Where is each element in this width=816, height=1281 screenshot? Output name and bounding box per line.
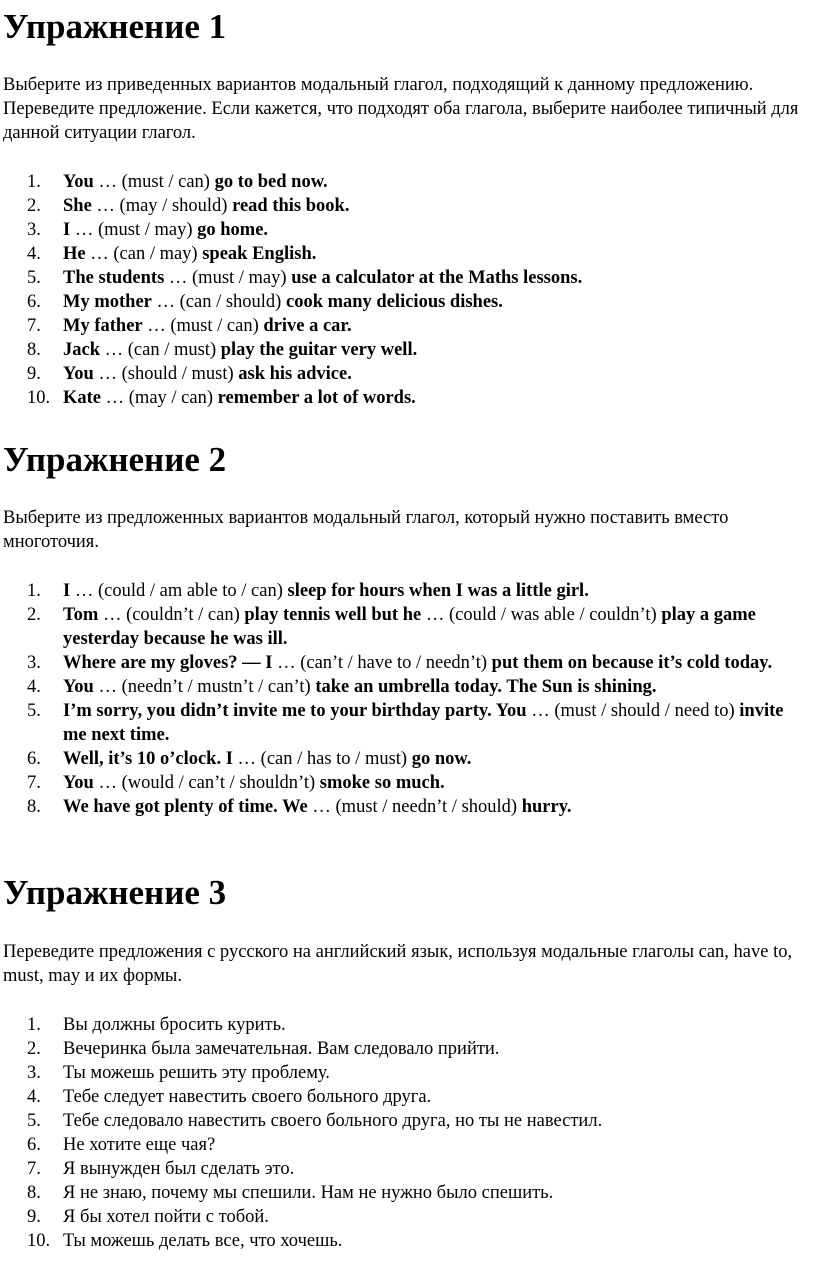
plain-text: … (must / may) xyxy=(164,268,292,288)
list-item-number: 9. xyxy=(27,364,41,384)
list-item xyxy=(3,579,811,603)
exercise-3-list xyxy=(3,1013,811,1253)
bold-text: I xyxy=(63,581,71,601)
plain-text: … (couldn’t / can) xyxy=(98,605,245,625)
list-item xyxy=(3,699,811,747)
plain-text: … (can / may) xyxy=(85,244,203,264)
list-item xyxy=(3,1229,811,1253)
exercise-1-title: Упражнение 1 xyxy=(3,7,227,46)
exercise-3-title: Упражнение 3 xyxy=(3,873,227,912)
plain-text: … (may / can) xyxy=(101,388,218,408)
list-item xyxy=(3,242,811,266)
list-item xyxy=(3,1013,811,1037)
list-item-number: 5. xyxy=(27,1111,41,1131)
list-item-number: 10. xyxy=(27,1231,51,1251)
plain-text: … (can / has to / must) xyxy=(232,749,412,769)
plain-text: … (must / can) xyxy=(142,316,264,336)
bold-text: drive a car. xyxy=(263,316,352,336)
list-item-number: 6. xyxy=(27,1135,41,1155)
bold-text: Kate xyxy=(63,388,102,408)
list-item-number: 2. xyxy=(27,605,41,625)
bold-text: I xyxy=(63,220,71,240)
list-item-number: 1. xyxy=(27,581,41,601)
plain-text: … (can’t / have to / needn’t) xyxy=(272,653,492,673)
list-item-number: 10. xyxy=(27,388,51,408)
bold-text: He xyxy=(63,244,86,264)
plain-text: … (may / should) xyxy=(91,196,233,216)
plain-text: Вечеринка была замечательная. Вам следовало прийти. xyxy=(63,1039,500,1059)
list-item xyxy=(3,338,811,362)
list-item xyxy=(3,1157,811,1181)
plain-text: … (could / am able to / can) xyxy=(70,581,288,601)
list-item-number: 1. xyxy=(27,172,41,192)
bold-text: Where are my gloves? — I xyxy=(63,653,273,673)
bold-text: play tennis well but he xyxy=(244,605,422,625)
list-item-number: 2. xyxy=(27,196,41,216)
bold-text: invite me next time. xyxy=(63,701,784,745)
bold-text: smoke so much. xyxy=(319,773,445,793)
list-item xyxy=(3,314,811,338)
bold-text: Jack xyxy=(63,340,100,360)
bold-text: ask his advice. xyxy=(238,364,352,384)
plain-text: … (can / should) xyxy=(151,292,286,312)
list-item-number: 7. xyxy=(27,1159,41,1179)
list-item xyxy=(3,651,811,675)
bold-text: take an umbrella today. The Sun is shining. xyxy=(315,677,657,697)
bold-text: You xyxy=(63,172,94,192)
list-item xyxy=(3,1085,811,1109)
list-item-number: 3. xyxy=(27,1063,41,1083)
bold-text: The students xyxy=(63,268,165,288)
bold-text: You xyxy=(63,773,94,793)
list-item xyxy=(3,771,811,795)
bold-text: put them on because it’s cold today. xyxy=(491,653,773,673)
list-item xyxy=(3,1181,811,1205)
list-item xyxy=(3,1037,811,1061)
list-item-number: 8. xyxy=(27,1183,41,1203)
plain-text: … (must / can) xyxy=(93,172,215,192)
exercise-1-instructions: Выберите из приведенных вариантов модальный глагол, подходящий к данному предложению. Переведите предложение. Если кажется, что подходят оба глагола, выберите наиболее типичный для данной ситуации глагол. xyxy=(3,75,799,143)
bold-text: Tom xyxy=(63,605,99,625)
list-item-number: 5. xyxy=(27,701,41,721)
exercise-2-instructions: Выберите из предложенных вариантов модальный глагол, который нужно поставить вместо многоточия. xyxy=(3,508,729,552)
plain-text: Не хотите еще чая? xyxy=(63,1135,216,1155)
bold-text: use a calculator at the Maths lessons. xyxy=(291,268,583,288)
plain-text: … (must / should / need to) xyxy=(526,701,740,721)
list-item xyxy=(3,603,811,651)
bold-text: remember a lot of words. xyxy=(217,388,416,408)
list-item-number: 9. xyxy=(27,1207,41,1227)
list-item-number: 6. xyxy=(27,749,41,769)
list-item xyxy=(3,386,811,410)
plain-text: … (could / was able / couldn’t) xyxy=(421,605,662,625)
list-item-number: 6. xyxy=(27,292,41,312)
plain-text: Ты можешь решить эту проблему. xyxy=(63,1063,330,1083)
plain-text: Я бы хотел пойти с тобой. xyxy=(63,1207,269,1227)
list-item-number: 8. xyxy=(27,797,41,817)
list-item-number: 1. xyxy=(27,1015,41,1035)
bold-text: cook many delicious dishes. xyxy=(285,292,503,312)
list-item-number: 2. xyxy=(27,1039,41,1059)
bold-text: speak English. xyxy=(202,244,317,264)
list-item xyxy=(3,1133,811,1157)
bold-text: I’m sorry, you didn’t invite me to your birthday party. You xyxy=(63,701,527,721)
list-item-number: 3. xyxy=(27,653,41,673)
plain-text: … (needn’t / mustn’t / can’t) xyxy=(93,677,316,697)
list-item-number: 3. xyxy=(27,220,41,240)
bold-text: My mother xyxy=(63,292,152,312)
bold-text: She xyxy=(63,196,92,216)
list-item xyxy=(3,266,811,290)
list-item-number: 4. xyxy=(27,244,41,264)
plain-text: Тебе следует навестить своего больного друга. xyxy=(63,1087,432,1107)
bold-text: go home. xyxy=(197,220,269,240)
exercise-2-title: Упражнение 2 xyxy=(3,440,227,479)
list-item-number: 4. xyxy=(27,1087,41,1107)
list-item-number: 7. xyxy=(27,316,41,336)
plain-text: Ты можешь делать все, что хочешь. xyxy=(63,1231,343,1251)
list-item xyxy=(3,1061,811,1085)
plain-text: … (would / can’t / shouldn’t) xyxy=(93,773,320,793)
list-item xyxy=(3,795,811,819)
list-item xyxy=(3,218,811,242)
bold-text: play a game yesterday because he was ill. xyxy=(63,605,756,649)
bold-text: read this book. xyxy=(232,196,350,216)
bold-text: Well, it’s 10 o’clock. I xyxy=(63,749,233,769)
exercise-1-list xyxy=(3,170,811,410)
list-item xyxy=(3,194,811,218)
bold-text: You xyxy=(63,677,94,697)
plain-text: … (must / needn’t / should) xyxy=(307,797,522,817)
plain-text: Я не знаю, почему мы спешили. Нам не нужно было спешить. xyxy=(63,1183,554,1203)
list-item-number: 8. xyxy=(27,340,41,360)
list-item xyxy=(3,362,811,386)
exercise-3-instructions: Переведите предложения с русского на английский язык, используя модальные глаголы can, have to, must, may и их формы. xyxy=(3,942,793,986)
plain-text: Я вынужден был сделать это. xyxy=(63,1159,295,1179)
plain-text: … (can / must) xyxy=(100,340,221,360)
bold-text: go now. xyxy=(411,749,472,769)
bold-text: hurry. xyxy=(521,797,572,817)
exercise-2-list xyxy=(3,579,811,819)
list-item xyxy=(3,1205,811,1229)
list-item-number: 5. xyxy=(27,268,41,288)
bold-text: My father xyxy=(63,316,143,336)
list-item xyxy=(3,170,811,194)
list-item xyxy=(3,747,811,771)
plain-text: … (should / must) xyxy=(93,364,239,384)
bold-text: go to bed now. xyxy=(214,172,328,192)
plain-text: Вы должны бросить курить. xyxy=(63,1015,286,1035)
bold-text: sleep for hours when I was a little girl. xyxy=(287,581,589,601)
bold-text: play the guitar very well. xyxy=(220,340,418,360)
bold-text: You xyxy=(63,364,94,384)
list-item-number: 7. xyxy=(27,773,41,793)
plain-text: Тебе следовало навестить своего больного друга, но ты не навестил. xyxy=(63,1111,603,1131)
plain-text: … (must / may) xyxy=(70,220,198,240)
bold-text: We have got plenty of time. We xyxy=(63,797,308,817)
list-item xyxy=(3,675,811,699)
list-item-number: 4. xyxy=(27,677,41,697)
list-item xyxy=(3,290,811,314)
list-item xyxy=(3,1109,811,1133)
